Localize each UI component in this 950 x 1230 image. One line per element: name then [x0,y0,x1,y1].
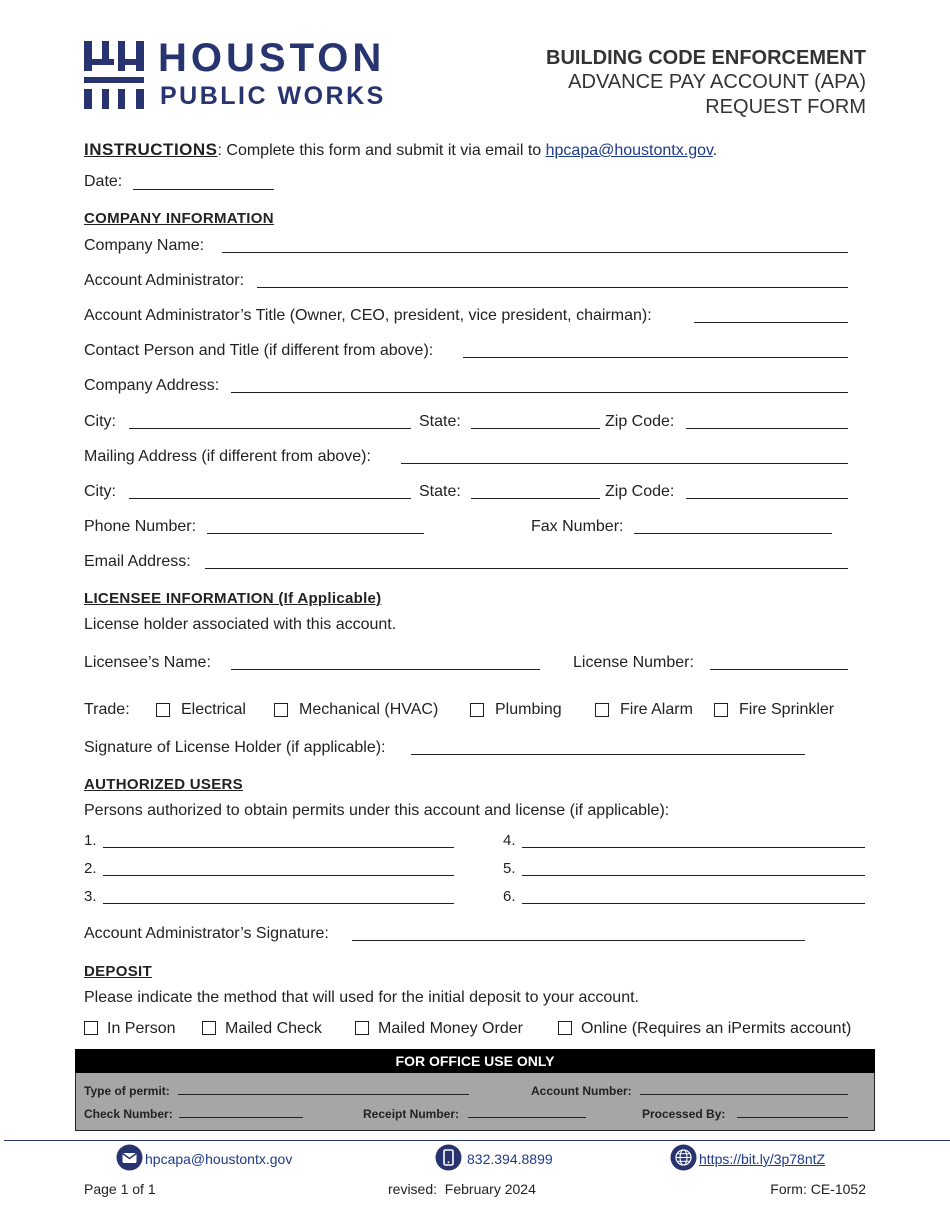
contact-person-field[interactable] [463,357,848,358]
deposit-in-person-label: In Person [107,1020,176,1037]
office-account-number-label: Account Number: [531,1084,632,1098]
license-number-field[interactable] [710,669,848,670]
company-address-label: Company Address: [84,377,220,394]
company-address-field[interactable] [231,392,848,393]
footer-phone[interactable]: 832.394.8899 [467,1151,553,1167]
processed-by-label: Processed By: [642,1107,726,1121]
licensee-name-field[interactable] [231,669,540,670]
page-number: Page 1 of 1 [84,1181,156,1197]
date-field[interactable] [133,189,274,190]
license-number-label: License Number: [573,654,694,671]
license-holder-signature-field[interactable] [411,754,805,755]
company-name-label: Company Name: [84,237,205,254]
mailing-zip-label: Zip Code: [605,483,675,500]
phone-icon [435,1144,462,1171]
form-number: Form: CE-1052 [770,1181,866,1197]
check-number-label: Check Number: [84,1107,173,1121]
users-desc: Persons authorized to obtain permits under this account and license (if applicable): [84,802,670,819]
license-holder-signature-label: Signature of License Holder (if applicable): [84,739,386,756]
company-heading: COMPANY INFORMATION [84,210,274,227]
user-2-number: 2. [84,860,97,877]
licensee-heading: LICENSEE INFORMATION (If Applicable) [84,590,382,607]
houston-logo-mark [84,41,150,109]
mailing-city-label: City: [84,483,116,500]
account-admin-field[interactable] [257,287,848,288]
admin-title-label: Account Administrator’s Title (Owner, CEO, president, vice president, chairman): [84,307,652,324]
user-4-field[interactable] [522,847,865,848]
deposit-money-order-checkbox[interactable] [355,1021,369,1035]
email-label: Email Address: [84,553,191,570]
account-admin-label: Account Administrator: [84,272,245,289]
user-6-field[interactable] [522,903,865,904]
user-2-field[interactable] [103,875,454,876]
email-icon [116,1144,143,1171]
mailing-state-field[interactable] [471,498,600,499]
city-label: City: [84,413,116,430]
trade-fire-sprinkler-checkbox[interactable] [714,703,728,717]
city-field[interactable] [129,428,411,429]
admin-signature-field[interactable] [352,940,805,941]
logo-text-public-works: PUBLIC WORKS [160,82,386,110]
type-of-permit-label: Type of permit: [84,1084,170,1098]
trade-electrical-checkbox[interactable] [156,703,170,717]
phone-field[interactable] [207,533,424,534]
mailing-state-label: State: [419,483,461,500]
deposit-mailed-check-label: Mailed Check [225,1020,322,1037]
state-field[interactable] [471,428,600,429]
trade-electrical-label: Electrical [181,701,246,718]
trade-fire-alarm-checkbox[interactable] [595,703,609,717]
type-of-permit-field[interactable] [178,1094,469,1095]
form-title-line2: ADVANCE PAY ACCOUNT (APA) [568,71,866,93]
user-1-number: 1. [84,832,97,849]
company-name-field[interactable] [222,252,848,253]
user-1-field[interactable] [103,847,454,848]
trade-plumbing-label: Plumbing [495,701,562,718]
instructions-email-link[interactable]: hpcapa@houstontx.gov [545,142,713,159]
form-title-line1: BUILDING CODE ENFORCEMENT [546,47,866,69]
instructions-end: . [712,142,718,159]
footer-divider [4,1140,950,1141]
licensee-desc: License holder associated with this account. [84,616,397,633]
form-title-line3: REQUEST FORM [705,96,866,118]
email-field[interactable] [205,568,848,569]
trade-plumbing-checkbox[interactable] [470,703,484,717]
mailing-city-field[interactable] [129,498,411,499]
revised-date: revised: February 2024 [388,1181,536,1197]
contact-person-label: Contact Person and Title (if different from above): [84,342,434,359]
users-heading: AUTHORIZED USERS [84,776,243,793]
deposit-online-label: Online (Requires an iPermits account) [581,1020,852,1037]
office-use-title: FOR OFFICE USE ONLY [395,1053,555,1069]
trade-fire-sprinkler-label: Fire Sprinkler [739,701,835,718]
instructions-label: INSTRUCTIONS [84,140,218,159]
user-3-number: 3. [84,888,97,905]
admin-title-field[interactable] [694,322,848,323]
mailing-address-label: Mailing Address (if different from above): [84,448,371,465]
footer-email[interactable]: hpcapa@houstontx.gov [145,1151,293,1167]
deposit-mailed-check-checkbox[interactable] [202,1021,216,1035]
trade-label: Trade: [84,701,130,718]
state-label: State: [419,413,461,430]
trade-mechanical-checkbox[interactable] [274,703,288,717]
user-3-field[interactable] [103,903,454,904]
fax-field[interactable] [634,533,832,534]
footer-url-link[interactable]: https://bit.ly/3p78ntZ [699,1151,826,1167]
deposit-heading: DEPOSIT [84,963,152,980]
user-4-number: 4. [503,832,516,849]
phone-label: Phone Number: [84,518,197,535]
check-number-field[interactable] [179,1117,303,1118]
date-label: Date: [84,173,123,190]
logo-text-houston: HOUSTON [158,36,386,80]
admin-signature-label: Account Administrator’s Signature: [84,925,329,942]
mailing-zip-field[interactable] [686,498,848,499]
instructions [84,141,717,160]
user-5-number: 5. [503,860,516,877]
deposit-money-order-label: Mailed Money Order [378,1020,523,1037]
trade-fire-alarm-label: Fire Alarm [620,701,693,718]
trade-mechanical-label: Mechanical (HVAC) [299,701,439,718]
office-account-number-field[interactable] [640,1094,848,1095]
licensee-name-label: Licensee’s Name: [84,654,211,671]
deposit-online-checkbox[interactable] [558,1021,572,1035]
globe-icon [670,1144,697,1171]
deposit-in-person-checkbox[interactable] [84,1021,98,1035]
user-5-field[interactable] [522,875,865,876]
receipt-number-label: Receipt Number: [363,1107,460,1121]
user-6-number: 6. [503,888,516,905]
zip-label: Zip Code: [605,413,675,430]
instructions-text: : Complete this form and submit it via email to [217,142,546,159]
processed-by-field[interactable] [737,1117,848,1118]
receipt-number-field[interactable] [468,1117,586,1118]
deposit-desc: Please indicate the method that will used for the initial deposit to your account. [84,989,639,1006]
mailing-address-field[interactable] [401,463,848,464]
fax-label: Fax Number: [531,518,624,535]
zip-field[interactable] [686,428,848,429]
